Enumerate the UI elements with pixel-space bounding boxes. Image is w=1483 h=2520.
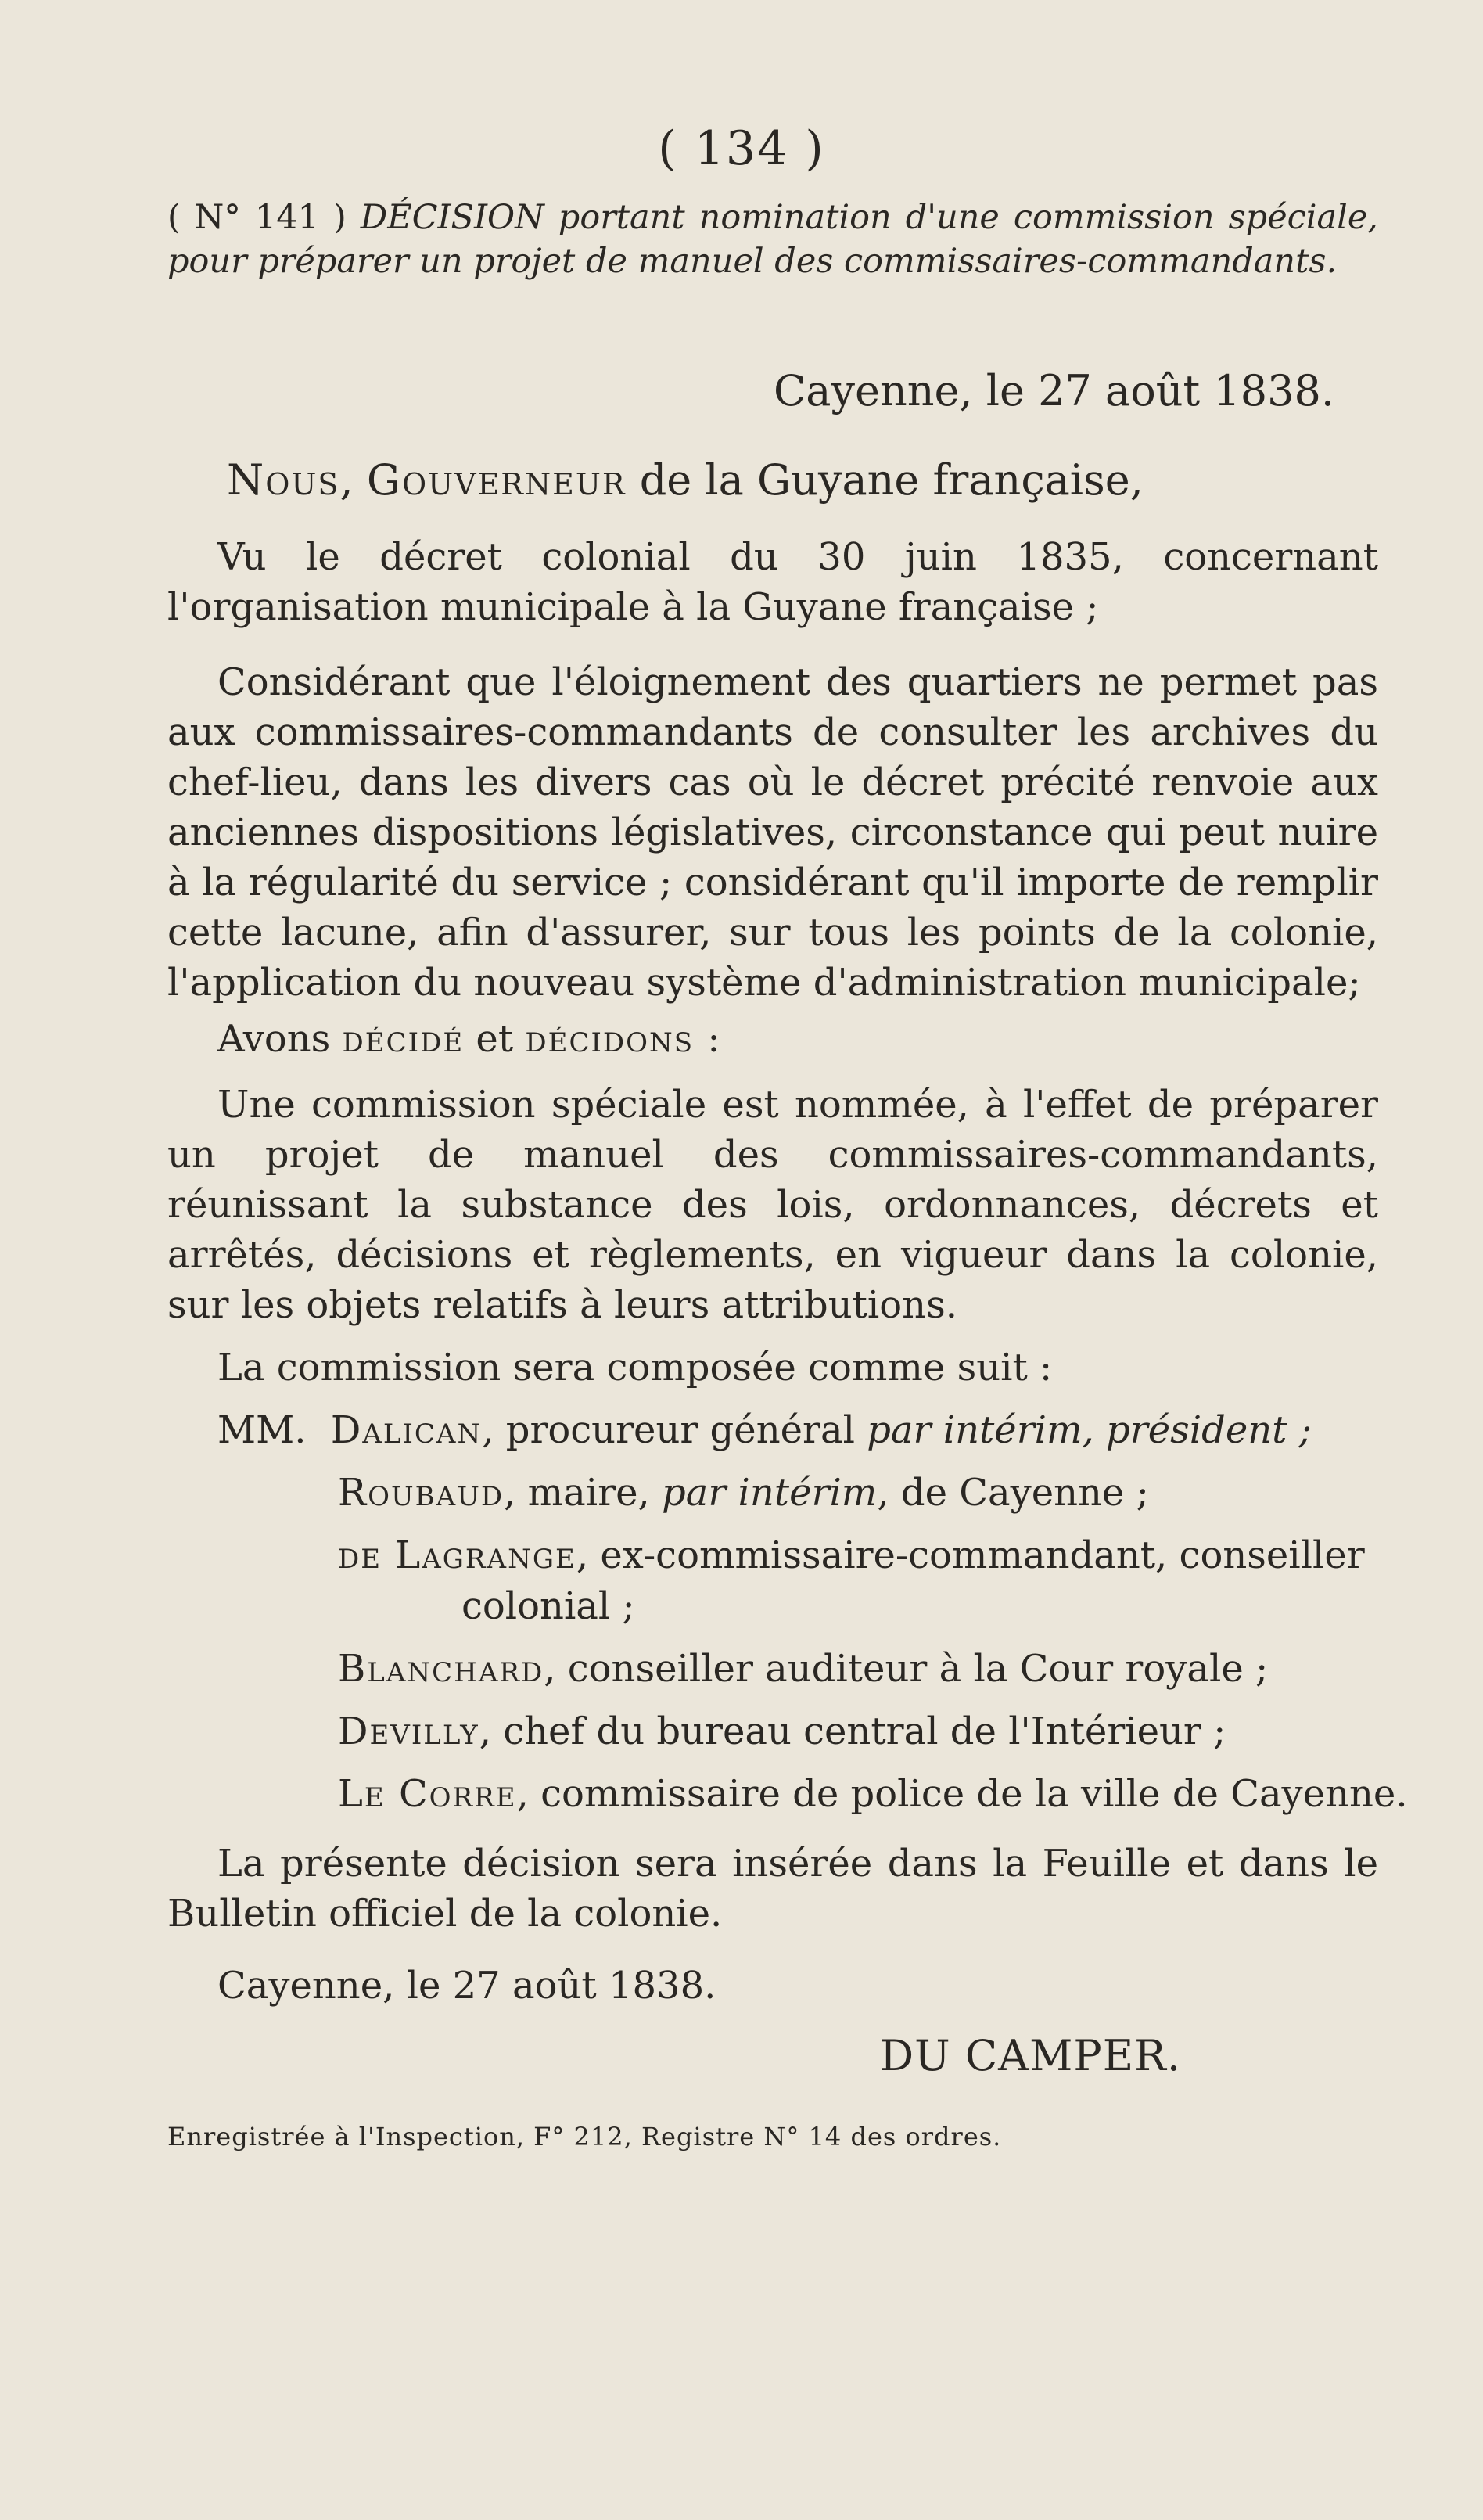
registry-note: Enregistrée à l'Inspection, F° 212, Registre N° 14 des ordres. [167,2122,1002,2152]
member-roubaud: Roubaud, maire, par intérim, de Cayenne ; [338,1471,1149,1515]
decision-heading [167,196,1378,283]
nous-word: Nous [227,455,340,505]
member-dalican: MM. Dalican, procureur général par intérim, président ; [217,1408,1312,1452]
paragraph-vu: Vu le décret colonial du 30 juin 1835, concernant l'organisation municipale à la Guyane française ; [167,535,1378,629]
decision-title: DÉCISION portant nomination d'une commission spéciale, pour préparer un projet de manuel des commissaires-commandants. [167,198,1378,281]
page-number: ( 134 ) [658,121,825,176]
closing-place-date: Cayenne, le 27 août 1838. [217,1964,716,2008]
member-lagrange-cont: colonial ; [461,1584,635,1628]
decide-line: Avons décidé et décidons : [217,1017,722,1061]
member-blanchard: Blanchard, conseiller auditeur à la Cour royale ; [338,1647,1269,1691]
member-lecorre: Le Corre, commissaire de police de la ville de Cayenne. [338,1772,1408,1816]
governor-territory: de la Guyane française, [626,455,1144,505]
governor-title: Gouverneur [366,455,627,505]
member-lagrange: de Lagrange, ex-commissaire-commandant, conseiller [338,1533,1365,1577]
insertion-clause: La présente décision sera insérée dans la Feuille et dans le Bulletin officiel de la colonie. [167,1842,1378,1936]
decision-number: ( N° 141 ) [167,198,347,237]
governor-declaration: Nous, Gouverneur de la Guyane française, [227,455,1144,505]
article-commission: Une commission spéciale est nommée, à l'effet de préparer un projet de manuel des commissaires-commandants, réunissant la substance des lois, ordonnances, décrets et arrêtés, décisions et règlements, en vigueur dans la colonie, sur les objets relatifs à leurs attributions. [167,1083,1378,1327]
place-date: Cayenne, le 27 août 1838. [773,366,1334,415]
member-devilly: Devilly, chef du bureau central de l'Intérieur ; [338,1709,1226,1753]
composition-intro: La commission sera composée comme suit : [217,1346,1053,1389]
paragraph-considerant: Considérant que l'éloignement des quartiers ne permet pas aux commissaires-commandants de consulter les archives du chef-lieu, dans les divers cas où le décret précité renvoie aux anciennes dispositions législatives, circonstance qui peut nuire à la régularité du service ; considérant qu'il importe de remplir cette lacune, afin d'assurer, sur tous les points de la colonie, l'application du nouveau système d'administration municipale; [167,660,1378,1005]
signature: DU CAMPER. [879,2031,1181,2080]
